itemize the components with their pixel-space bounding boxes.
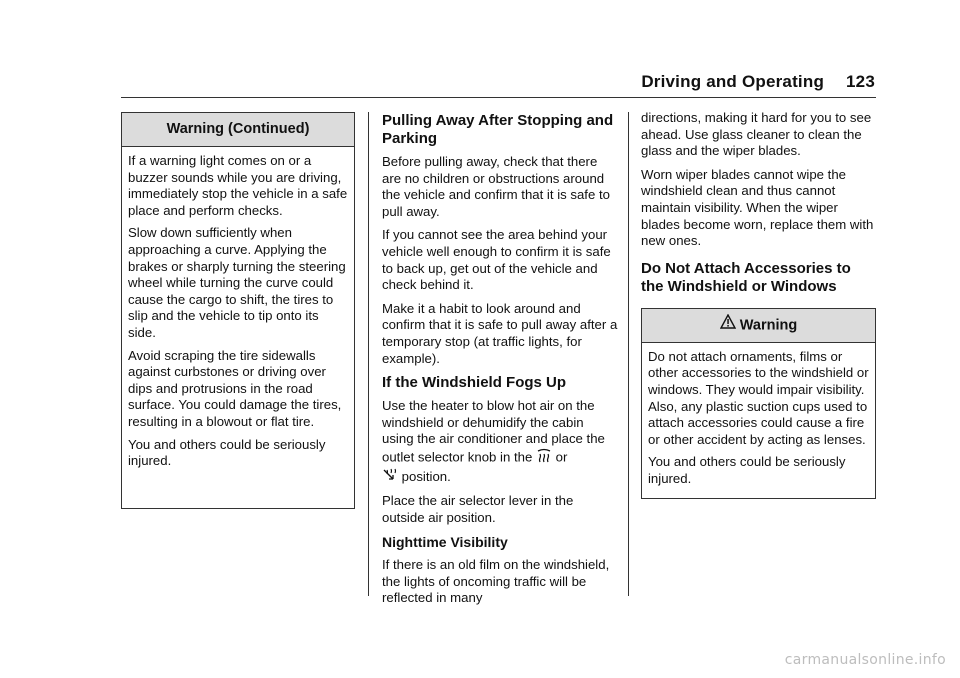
warning-paragraph: If a warning light comes on or a buzzer sounds while you are driving, immediately stop the vehicle in a safe place and perform checks.: [128, 153, 348, 218]
column-3: [641, 110, 876, 499]
warning-title: Warning: [642, 309, 875, 343]
warning-body: [642, 343, 875, 498]
warning-paragraph: Do not attach ornaments, films or other accessories to the windshield or windows. They would impair visibility. Also, any plastic suction cups used to attach accessories could cause a fire or other accident by acting as lenses.: [648, 348, 869, 447]
paragraph-defrost: Use the heater to blow hot air on the windshield or dehumidify the cabin using the air conditioner and place the outlet selector knob in the or position.: [382, 398, 618, 486]
warning-paragraph: You and others could be seriously injured.: [648, 454, 846, 486]
heading-windshield-fogs: If the Windshield Fogs Up: [382, 374, 567, 392]
defrost-floor-icon: [382, 468, 398, 487]
column-divider-2: [628, 112, 629, 596]
paragraph: Before pulling away, check that there are no children or obstructions around the vehicle and confirm that it is safe to pull away.: [382, 154, 610, 219]
paragraph: Worn wiper blades cannot wipe the windshield clean and thus cannot maintain visibility. When the wiper blades become worn, replace them with new ones.: [641, 166, 874, 249]
paragraph: directions, making it hard for you to see ahead. Use glass cleaner to clean the glass and the wiper blades.: [641, 110, 872, 159]
warning-continued-title: Warning (Continued): [122, 113, 354, 147]
warning-paragraph: You and others could be seriously injured.: [128, 436, 326, 469]
heading-do-not-attach: Do Not Attach Accessories to the Windshield or Windows: [641, 259, 851, 295]
warning-continued-box: [121, 112, 355, 509]
watermark: carmanualsonline.info: [784, 652, 946, 668]
column-divider-1: [368, 112, 369, 596]
warning-continued-body: [122, 147, 354, 480]
paragraph: If you cannot see the area behind your vehicle well enough to confirm it is safe to back up, get out of the vehicle and check behind it.: [382, 227, 611, 293]
header-rule: [121, 97, 876, 98]
warning-paragraph: Slow down sufficiently when approaching a curve. Applying the brakes or sharply turning the steering wheel while turning the curve could cause the cargo to shift, the tires to slip and the vehicle to tip onto its side.: [128, 225, 346, 340]
warning-box: [641, 308, 876, 499]
page-header: [0, 72, 875, 92]
column-1: [121, 112, 355, 509]
column-2: [382, 106, 618, 614]
paragraph: If there is an old film on the windshield, the lights of oncoming traffic will be reflected in many: [382, 557, 610, 606]
paragraph: Make it a habit to look around and confirm that it is safe to pull away after a temporary stop (at traffic lights, for example).: [382, 300, 618, 366]
page-number: 123: [846, 72, 875, 91]
heading-pulling-away: Pulling Away After Stopping and Parking: [382, 112, 614, 147]
warning-triangle-icon: [720, 309, 736, 342]
section-title: Driving and Operating: [641, 72, 825, 91]
defrost-icon: [536, 448, 552, 468]
warning-paragraph: Avoid scraping the tire sidewalls against curbstones or driving over dips and protrusions in the road surface. You could damage the tires, resulting in a blowout or flat tire.: [128, 347, 342, 429]
heading-nighttime-visibility: Nighttime Visibility: [382, 534, 508, 551]
paragraph: Place the air selector lever in the outside air position.: [382, 493, 574, 525]
